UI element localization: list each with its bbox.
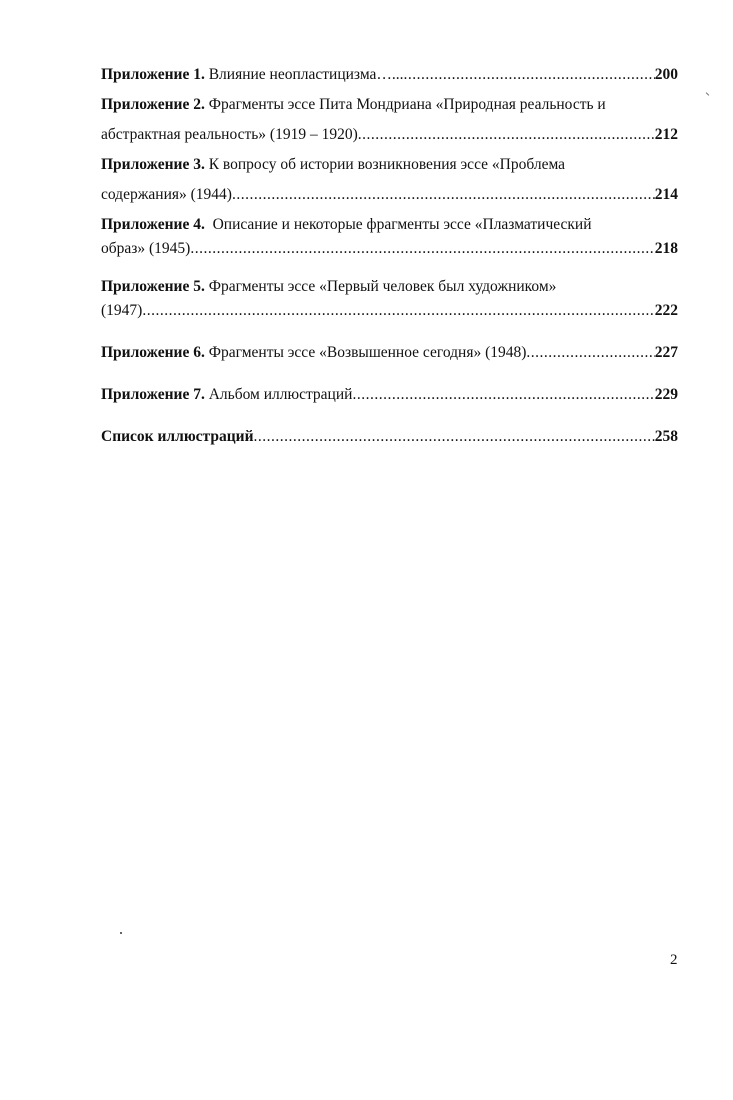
toc-line: [101, 60, 678, 90]
toc-page-number: 212: [654, 126, 678, 143]
toc-line: [101, 150, 678, 180]
dot-leader: [352, 380, 654, 410]
dot-leader: [404, 60, 655, 90]
toc-line: [101, 234, 678, 264]
toc-page-number: 258: [654, 428, 678, 445]
toc-entry-list-of-illustrations: [101, 422, 678, 452]
toc-entry-appendix-2: [101, 90, 678, 150]
toc-line: [101, 296, 678, 326]
toc-entry-appendix-3: [101, 150, 678, 210]
toc-line: [101, 90, 678, 120]
toc-entry-appendix-1: [101, 60, 678, 90]
toc-page-number: 218: [654, 240, 678, 257]
toc-title-continued: (1947): [101, 302, 143, 319]
toc-line: [101, 180, 678, 210]
scan-artifact-mark: [706, 92, 710, 96]
toc-label: Приложение 5.: [101, 278, 205, 295]
toc-label: Приложение 4.: [101, 216, 205, 233]
toc-title: Фрагменты эссе «Первый человек был художником»: [208, 278, 557, 295]
toc-title: Фрагменты эссе Пита Мондриана «Природная реальность и: [208, 96, 606, 113]
toc-entry-appendix-6: [101, 338, 678, 368]
toc-title: Влияние неопластицизма…...: [208, 66, 404, 83]
toc-title-continued: содержания» (1944): [101, 186, 232, 203]
toc-label: Приложение 7.: [101, 386, 205, 403]
toc-label: Приложение 6.: [101, 344, 205, 361]
toc-entry-appendix-5: [101, 272, 678, 326]
toc-page-number: 214: [654, 186, 678, 203]
dot-leader: [358, 120, 655, 150]
toc-entry-appendix-4: [101, 210, 678, 264]
toc-page-number: 222: [654, 302, 678, 319]
toc-title: К вопросу об истории возникновения эссе «Проблема: [208, 156, 566, 173]
toc-label: Приложение 2.: [101, 96, 205, 113]
toc-label: Список иллюстраций: [101, 428, 254, 445]
dot-leader: [526, 338, 654, 368]
toc-line: [101, 338, 678, 368]
toc-line: [101, 422, 678, 452]
toc-page-number: 200: [654, 66, 678, 83]
dot-leader: [142, 296, 654, 326]
dot-leader: [190, 234, 654, 264]
toc-entry-appendix-7: [101, 380, 678, 410]
toc-label: Приложение 1.: [101, 66, 205, 83]
scan-artifact-dot: [120, 932, 122, 934]
dot-leader: [254, 422, 655, 452]
toc-title-continued: образ» (1945): [101, 240, 191, 257]
toc-line: [101, 380, 678, 410]
toc-page-number: 227: [654, 344, 678, 361]
toc-page-number: 229: [654, 386, 678, 403]
dot-leader: [232, 180, 655, 210]
toc-title: Описание и некоторые фрагменты эссе «Плазматический: [208, 216, 592, 233]
toc-label: Приложение 3.: [101, 156, 205, 173]
table-of-contents: [101, 60, 678, 452]
toc-title-continued: абстрактная реальность» (1919 – 1920): [101, 126, 358, 143]
page-number: 2: [670, 952, 678, 968]
toc-line: [101, 120, 678, 150]
toc-title: Альбом иллюстраций: [208, 386, 353, 403]
toc-title: Фрагменты эссе «Возвышенное сегодня» (1948): [208, 344, 527, 361]
